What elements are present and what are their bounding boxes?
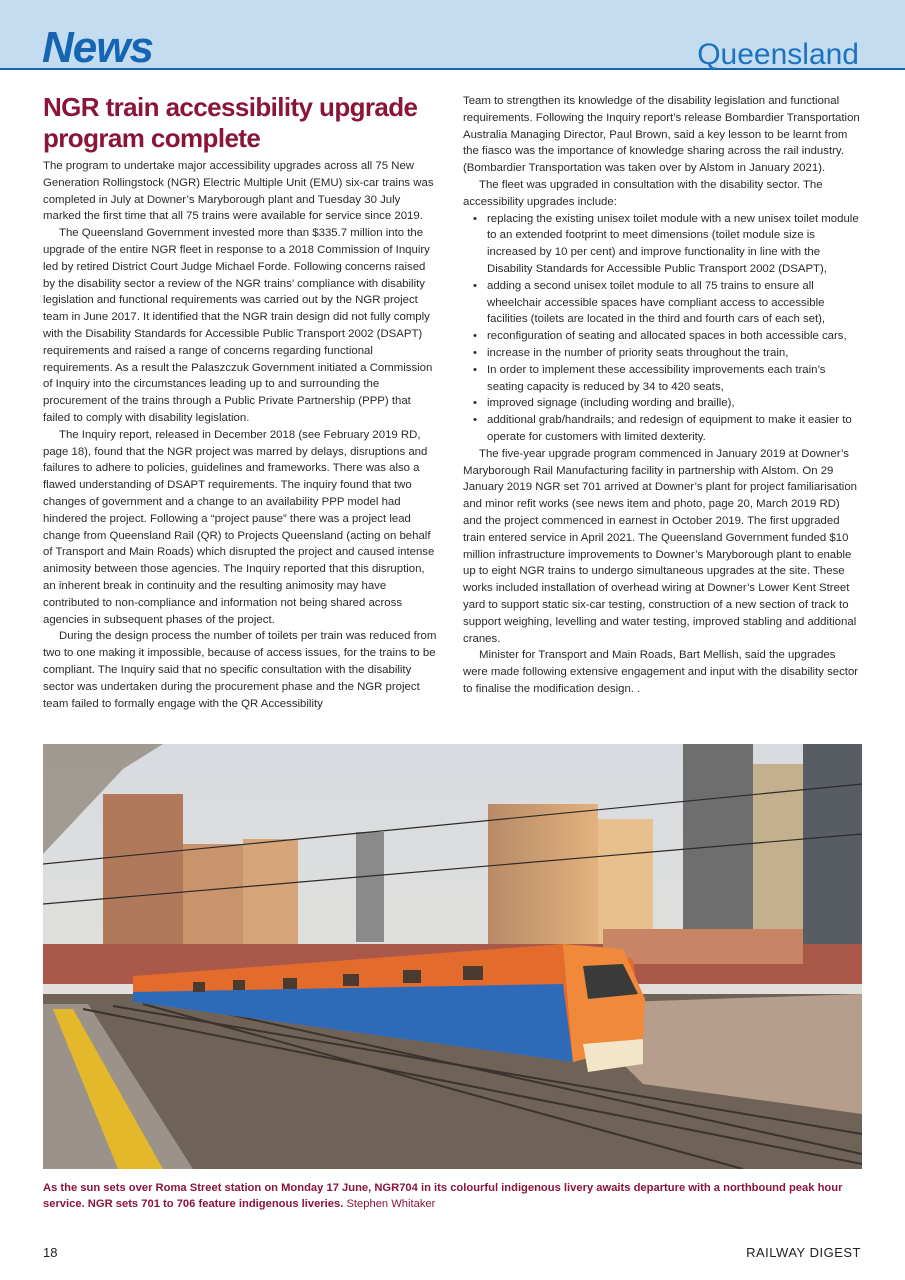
article-paragraph: Team to strengthen its knowledge of the disability legislation and functional requirements. Following the Inquiry report’s release Bombardier Transportation Australia Managing Director, Paul Brown, said a key lesson to be learnt from the fiasco was the importance of knowledge sharing across the rail industry. (Bombardier Transportation was taken over by Alstom in January 2021). bbox=[463, 95, 860, 175]
list-item: • adding a second unisex toilet module to all 75 trains to ensure all wheelchair accessible spaces have compliant access to accessible facilities (toilets are located in the third and fourth cars of each set), bbox=[487, 278, 861, 328]
article-paragraph: The Queensland Government invested more than $335.7 million into the upgrade of the entire NGR fleet in response to a 2018 Commission of Inquiry led by retired District Court Judge Michael Forde. Following concerns raised by the disability sector a review of the NGR trains’ compliance with disability legislation and functional requirements was carried out by the NGR project team in June 2017. It identified that the NGR train design did not fully comply with the Disability Standards for Accessible Public Transport 2002 (DSAPT) requirements and raised a range of concerns regarding functional requirements. As a result the Palaszczuk Government initiated a Commission of Inquiry into the circumstances leading up to and surrounding the procurement of the trains through a Public Private Partnership (PPP) that failed to comply with disability legislation. bbox=[43, 227, 433, 424]
article-left-column bbox=[43, 92, 439, 712]
list-item: • In order to implement these accessibility improvements each train’s seating capacity is reduced by 34 to 420 seats, bbox=[487, 362, 861, 396]
article-right-column bbox=[463, 93, 861, 698]
article-headline: NGR train accessibility upgrade program complete bbox=[43, 92, 418, 153]
article-paragraph: The Inquiry report, released in December 2018 (see February 2019 RD, page 18), found that the NGR project was marred by delays, disruptions and failures to adhere to policies, guidelines and frameworks. There was also a flawed understanding of DSAPT requirements. The inquiry found that two changes of government and a change to an availability PPP model had hindered the project. Following a “project pause” there was a project lead change from Queensland Rail (QR) to Projects Queensland (acting on behalf of Transport and Main Roads) which disrupted the project and caused intense animosity between those agencies. The Inquiry reported that this disruption, an inherent break in continuity and the resulting animosity may have contributed to non-compliance and information not being shared across agencies in subsequent phases of the project. bbox=[43, 428, 435, 626]
publication-name: RAILWAY DIGEST bbox=[746, 1245, 861, 1260]
list-item: • increase in the number of priority seats throughout the train, bbox=[487, 345, 861, 362]
article-paragraph: During the design process the number of toilets per train was reduced from two to one making it impossible, because of access issues, for the trains to be compliant. The Inquiry said that no specific consultation with the disability sector was undertaken during the procurement phase and the NGR project team failed to formally engage with the QR Accessibility bbox=[43, 630, 437, 710]
article-paragraph: The fleet was upgraded in consultation with the disability sector. The accessibility upgrades include: bbox=[463, 178, 823, 208]
article-paragraph: Minister for Transport and Main Roads, Bart Mellish, said the upgrades were made following extensive engagement and input with the disability sector to finalise the modification design. . bbox=[463, 649, 859, 695]
photo-credit: Stephen Whitaker bbox=[346, 1198, 436, 1210]
caption-text: As the sun sets over Roma Street station on Monday 17 June, NGR704 in its colourful indigenous livery awaits departure with a northbound peak hour service. NGR sets 701 to 706 feature indigenous liveries. bbox=[43, 1182, 843, 1210]
photo-caption bbox=[43, 1180, 863, 1212]
page-number: 18 bbox=[43, 1245, 58, 1260]
upgrade-list bbox=[463, 211, 861, 446]
article-paragraph: The program to undertake major accessibility upgrades across all 75 New Generation Rollingstock (NGR) Electric Multiple Unit (EMU) six-car trains was completed in July at Downer’s Maryborough plant and Tuesday 30 July marked the first time that all 75 trains were available for service since 2019. bbox=[43, 160, 434, 223]
list-item: • reconfiguration of seating and allocated spaces in both accessible cars, bbox=[487, 328, 861, 345]
list-item: • improved signage (including wording and braille), bbox=[487, 395, 861, 412]
list-item: • replacing the existing unisex toilet module with a new unisex toilet module to an extended footprint to meet dimensions (toilet module size is increased by 10 per cent) and improve functionality in line with the Disability Standards for Accessible Public Transport 2002 (DSAPT), bbox=[487, 211, 861, 278]
list-item: • additional grab/handrails; and redesign of equipment to make it easier to operate for customers with limited dexterity. bbox=[487, 412, 861, 446]
article-paragraph: The five-year upgrade program commenced in January 2019 at Downer’s Maryborough Rail Manufacturing facility in partnership with Alstom. On 29 January 2019 NGR set 701 arrived at Downer’s plant for project familiarisation and minor refit works (see news item and photo, page 20, March 2019 RD) and the project commenced in earnest in October 2019. The first upgraded train entered service in April 2021. The Queensland Government funded $10 million infrastructure improvements to Downer’s Maryborough plant to enable up to eight NGR trains to undergo simultaneous upgrades at the site. These works included installation of overhead wiring at Downer’s Lower Kent Street yard to support static six-car testing, construction of a new section of track to support weighing, levelling and water testing, improved stabling and additional cranes. bbox=[463, 447, 858, 645]
region-label: Queensland bbox=[697, 38, 859, 71]
train-photo bbox=[43, 744, 862, 1169]
section-title: News bbox=[42, 23, 153, 72]
